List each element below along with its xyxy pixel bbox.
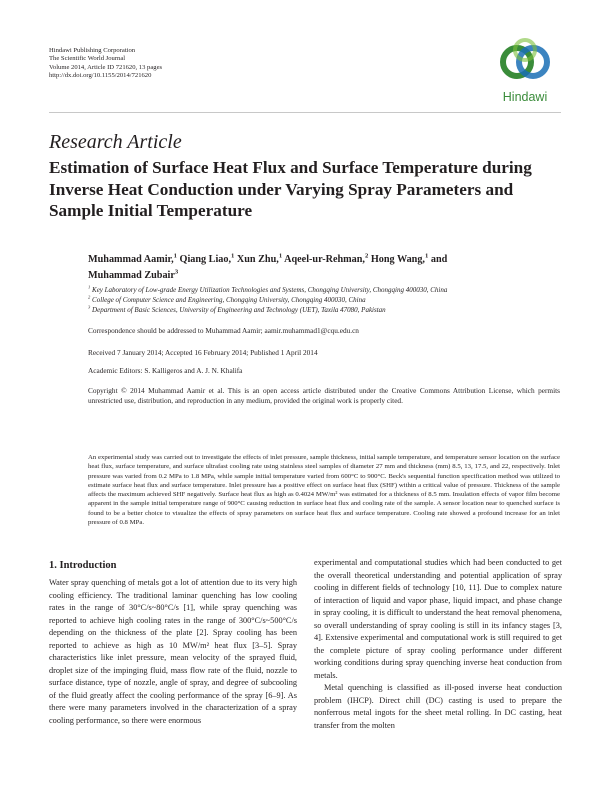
affiliation-marker: 3 [88,305,91,311]
author-affiliation-marker: 3 [174,268,179,276]
hindawi-logo-icon [491,36,559,90]
volume-info: Volume 2014, Article ID 721620, 13 pages [49,63,163,71]
doi-link[interactable]: http://dx.doi.org/10.1155/2014/721620 [49,72,152,80]
author-name: and [430,254,448,265]
author-name: Muhammad Zubair [88,269,175,281]
author-affiliation-marker: 1 [424,252,429,260]
received-dates: Received 7 January 2014; Accepted 16 February 2014; Published 1 April 2014 [88,348,318,357]
author-name: Aqeel-ur-Rehman, [284,254,365,265]
correspondence: Correspondence should be addressed to Muhammad Aamir; aamir.muhammad1@cqu.edu.cn [88,326,359,335]
affiliation-marker: 2 [88,294,91,300]
affiliation [88,305,568,315]
abstract: An experimental study was carried out to investigate the effects of inlet pressure, sample thickness, initial sample temperature, and temperature sensor location on the surface heat flux, surface temperature, and surface ultrafast cooling rate using stainless steel samples of diameter 27 mm and thickness (mm) 8.5, 13, 17.5, and 22, respectively. Inlet pressure was varied from 0.2 MPa to 1.8 MPa, while sample initial temperature varied from 600°C to 900°C. Beck's sequential function specification method was utilized to estimate surface heat flux and surface temperature. Inlet pressure has a positive effect on surface heat flux (SHF) within a critical value of pressure. Thickness of the sample affects the maximum achieved SHF negatively. Surface heat flux as high as 0.4024 MW/m² was estimated for a thickness of 8.5 mm. Insulation effects of vapor film become apparent in the sample initial temperature range of 900°C causing reduction in surface heat flux and cooling rate of the sample. A sensor location near to quenched surface is found to be a better choice to visualize the effects of spray parameters on surface heat flux and surface temperature. Cooling rate showed a profound increase for an inlet pressure of 0.8 MPa. [88,454,560,527]
author-affiliation-marker: 1 [278,252,283,260]
author-affiliation-marker: 2 [364,252,369,260]
affiliation-text: Key Laboratory of Low-grade Energy Utilization Technologies and Systems, Chongqing University, Chongqing 400030, China [90,286,448,294]
affiliation-text: Department of Basic Sciences, University of Engineering and Technology (UET), Taxila 47080, Pakistan [90,306,386,315]
article-type: Research Article [49,131,182,153]
author-name: Xun Zhu, [236,254,279,265]
hindawi-logo [491,36,559,108]
paragraph: Water spray quenching of metals got a lot of attention due to its very high cooling efficiency. The traditional laminar quenching has low cooling rates in the range of 30°C/s~80°C/s [1], while spray quenching was reported to achieve high cooling rates in the range of 300°C/s~500°C/s depending on the thickness of the plate [2]. Spray cooling has been reported to achieve as high as 10 MW/m² heat flux [3–5]. Spray characteristics like inlet pressure, mean velocity of the sprayed fluid, droplet size of the impinging fluid, mass flow rate of the fluid, nozzle to surface distance, type of nozzle, angle of spray, and degree of subcooling of the fluid greatly affect the cooling performance of the spray [6–9]. As there were many parameters involved in the characterization of a spray cooling performance, so there were enormous [49,578,297,725]
journal-header [49,47,162,81]
section-heading-introduction: 1. Introduction [49,560,117,571]
journal-name: The Scientific World Journal [49,55,126,63]
publisher-name: Hindawi Publishing Corporation [49,47,136,54]
affiliation-marker: 1 [88,284,91,290]
paragraph: experimental and computational studies which had been conducted to get the overall theoretical understanding and potential application of spray cooling in different fields of technology [10, 11]. Due to complex nature of interaction of liquid and vapor phase, liquid impact, and phase change in spray cooling, it is difficult to understand the heat removal phenomena, so overall understanding of spray cooling is still in its infancy stages [3, 4]. Extensive experimental and computational work is still required to get the complete picture of spray cooling performance under different working conditions during spray quenching inverse heat conduction from metals. [314,558,562,680]
right-column [314,557,562,732]
logo-wordmark: Hindawi [502,90,548,104]
affiliation-text: College of Computer Science and Engineering, Chongqing University, Chongqing 400030, China [90,296,366,305]
affiliation [88,295,568,305]
author-name: Hong Wang, [370,254,425,265]
paper-title: Estimation of Surface Heat Flux and Surface Temperature during Inverse Heat Conduction under Varying Spray Parameters and Sample Initial Temperature [49,158,532,220]
author-name: Muhammad Aamir, [88,254,174,265]
left-column [49,577,297,727]
affiliation-list [88,285,568,316]
header-divider [49,112,561,113]
affiliation [88,285,568,295]
paragraph: Metal quenching is classified as ill-posed inverse heat conduction problem (IHCP). Direct chill (DC) casting is used to prepare the nonferrous metal ingots for the sheet metal rolling. In DC casting, heat transfer from the molten [314,683,562,730]
academic-editors: Academic Editors: S. Kalligeros and A. J. N. Khalifa [88,366,243,375]
author-list [88,252,558,283]
author-affiliation-marker: 1 [173,252,177,260]
copyright-notice: Copyright © 2014 Muhammad Aamir et al. This is an open access article distributed under the Creative Commons Attribution License, which permits unrestricted use, distribution, and reproduction in any medium, provided the original work is properly cited. [88,386,560,405]
author-affiliation-marker: 1 [231,252,235,260]
author-name: Qiang Liao, [179,254,232,265]
